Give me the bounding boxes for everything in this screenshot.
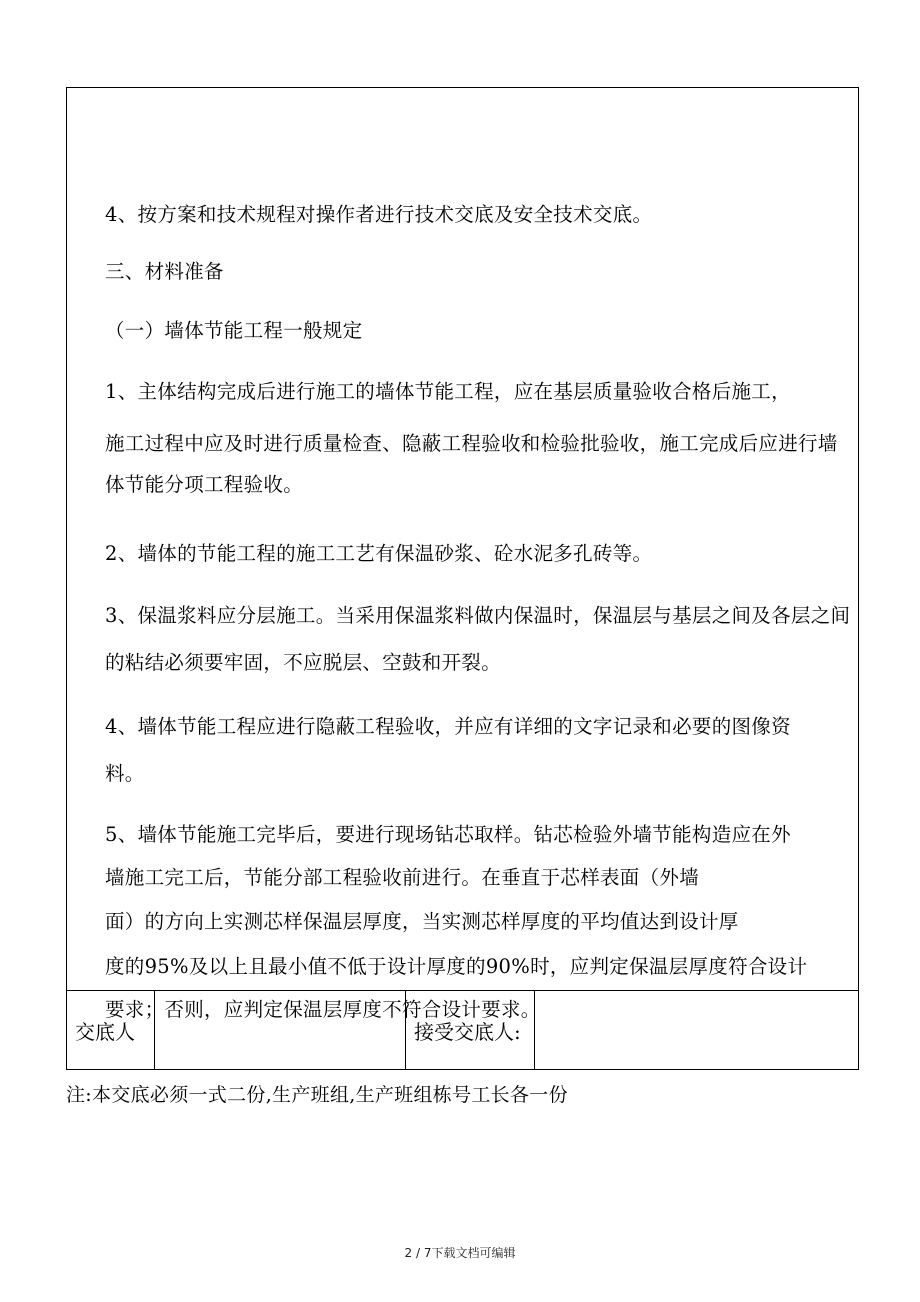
paragraph-5-line-3: 面）的方向上实测芯样保温层厚度，当实测芯样厚度的平均值达到设计厚 <box>105 910 739 933</box>
paragraph-3-line-2: 的粘结必须要牢固，不应脱层、空鼓和开裂。 <box>105 651 502 674</box>
paragraph-5-line-4: 度的95%及以上且最小值不低于设计厚度的90%时，应判定保温层厚度符合设计 <box>105 955 808 978</box>
paragraph-5-line-1: 5、墙体节能施工完毕后，要进行现场钻芯取样。钻芯检验外墙节能构造应在外 <box>105 823 791 846</box>
paragraph-1-line-3: 体节能分项工程验收。 <box>105 473 304 496</box>
signature-row <box>67 991 858 1069</box>
receiver-signature-cell[interactable] <box>535 991 858 1069</box>
giver-label-cell <box>67 991 155 1069</box>
paragraph-item-4-disclosure: 4、按方案和技术规程对操作者进行技术交底及安全技术交底。 <box>105 203 653 226</box>
paragraph-4-line-2: 料。 <box>105 762 145 785</box>
footnote: 注:本交底必须一式二份,生产班组,生产班组栋号工长各一份 <box>66 1084 568 1106</box>
section-heading-materials: 三、材料准备 <box>105 260 224 283</box>
receiver-label-cell <box>406 991 535 1069</box>
receiver-label: 接受交底人: <box>414 1019 521 1044</box>
paragraph-5-line-5: 要求；否则，应判定保温层厚度不符合设计要求。 <box>105 998 541 1021</box>
giver-label: 交底人 <box>75 1019 135 1044</box>
paragraph-2: 2、墙体的节能工程的施工工艺有保温砂浆、砼水泥多孔砖等。 <box>105 542 653 565</box>
content-cell <box>67 88 858 1021</box>
giver-signature-cell[interactable] <box>155 991 406 1069</box>
page-footer: 2 / 7下载文档可编辑 <box>404 1246 516 1260</box>
paragraph-3-line-1: 3、保温浆料应分层施工。当采用保温浆料做内保温时，保温层与基层之间及各层之间 <box>105 604 851 627</box>
subsection-heading-wall-energy: （一）墙体节能工程一般规定 <box>105 319 363 342</box>
paragraph-1-line-1: 1、主体结构完成后进行施工的墙体节能工程，应在基层质量验收合格后施工， <box>105 380 791 403</box>
disclosure-table <box>66 87 859 1070</box>
paragraph-1-line-2: 施工过程中应及时进行质量检查、隐蔽工程验收和检验批验收，施工完成后应进行墙 <box>105 432 838 455</box>
paragraph-5-line-2: 墙施工完工后，节能分部工程验收前进行。在垂直于芯样表面（外墙 <box>105 866 700 889</box>
paragraph-4-line-1: 4、墙体节能工程应进行隐蔽工程验收，并应有详细的文字记录和必要的图像资 <box>105 715 791 738</box>
